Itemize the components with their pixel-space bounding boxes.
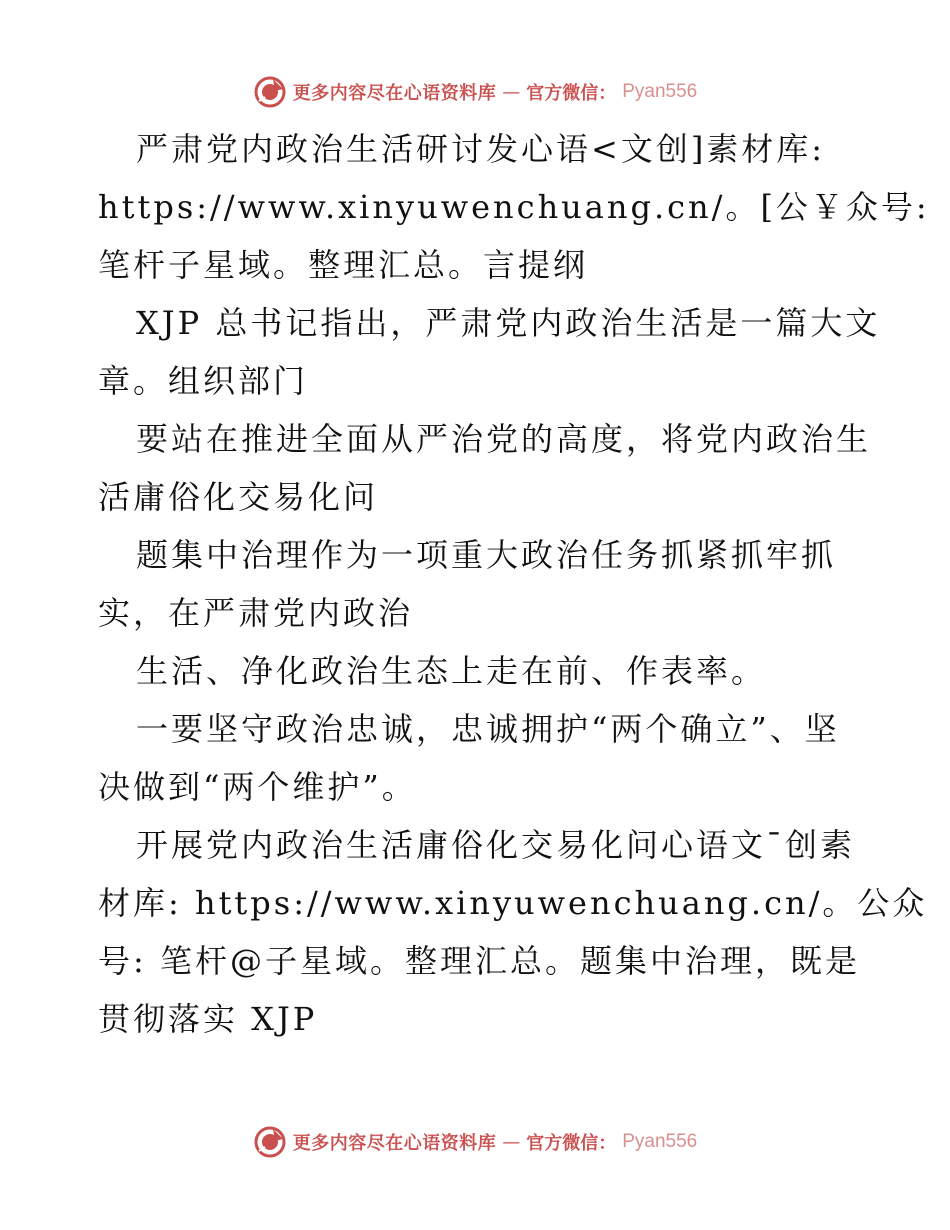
banner-separator: — xyxy=(502,1131,521,1153)
text-line: 材库: https://www.xinyuwenchuang.cn/。公众 xyxy=(98,884,928,922)
banner-wechat-id: Pyan556 xyxy=(622,81,698,102)
text-line: 活庸俗化交易化问 xyxy=(98,478,379,516)
footer-banner xyxy=(0,1122,950,1162)
text-line: 贯彻落实 XJP xyxy=(98,1000,318,1038)
text-line: 题集中治理作为一项重大政治任务抓紧抓牢抓 xyxy=(136,536,837,574)
text-line: 要站在推进全面从严治党的高度，将党内政治生 xyxy=(136,420,872,458)
logo-icon xyxy=(253,1125,287,1159)
text-line: 实，在严肃党内政治 xyxy=(98,594,414,632)
banner-wechat-label: 官方微信： xyxy=(526,83,617,104)
logo-icon xyxy=(253,75,287,109)
banner-title: 更多内容尽在心语资料库 xyxy=(292,83,497,104)
banner-wechat-id: Pyan556 xyxy=(622,1131,698,1152)
document-body xyxy=(98,120,930,1048)
text-line: 开展党内政治生活庸俗化交易化问心语文¯创素 xyxy=(136,826,856,864)
text-line: https://www.xinyuwenchuang.cn/。[公￥众号: xyxy=(98,188,930,226)
text-line: 章。组织部门 xyxy=(98,362,309,400)
banner-separator: — xyxy=(502,81,521,103)
text-line: 号: 笔杆@子星域。整理汇总。题集中治理，既是 xyxy=(98,942,860,980)
text-line: 生活、净化政治生态上走在前、作表率。 xyxy=(136,652,767,690)
banner-title: 更多内容尽在心语资料库 xyxy=(292,1133,497,1154)
text-line: XJP 总书记指出，严肃党内政治生活是一篇大文 xyxy=(136,304,881,342)
text-line: 笔杆子星域。整理汇总。言提纲 xyxy=(98,246,589,284)
text-line: 决做到“两个维护”。 xyxy=(98,768,417,806)
banner-wechat-label: 官方微信： xyxy=(526,1133,617,1154)
text-line: 严肃党内政治生活研讨发心语<文创]素材库: xyxy=(136,130,826,168)
text-line: 一要坚守政治忠诚，忠诚拥护“两个确立”、坚 xyxy=(136,710,840,748)
header-banner xyxy=(0,72,950,112)
